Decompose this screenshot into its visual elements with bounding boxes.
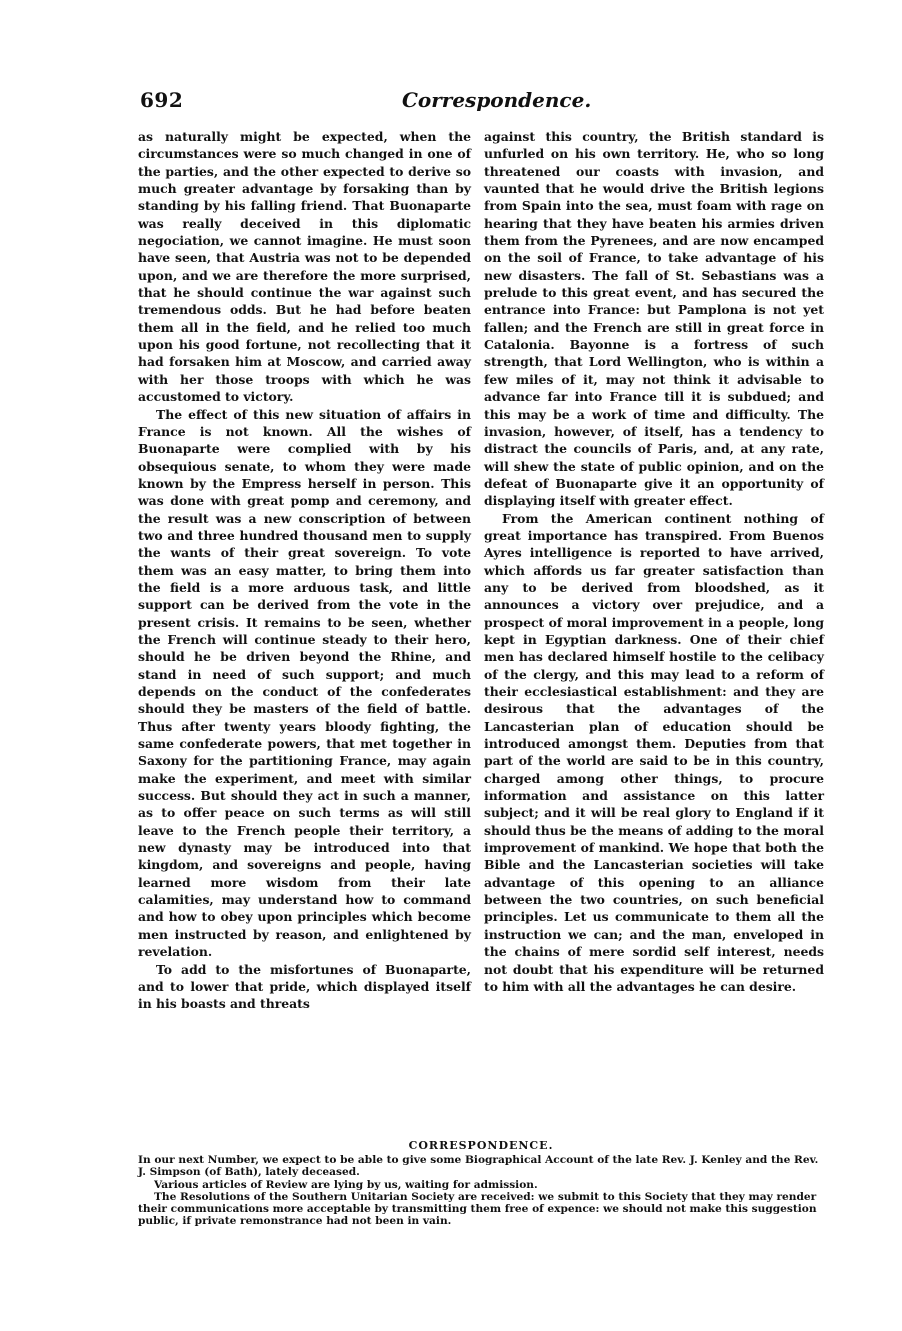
running-title: Correspondence. bbox=[402, 88, 592, 112]
correspondence-heading: CORRESPONDENCE. bbox=[408, 1139, 554, 1152]
left-paragraph-3: To add to the misfortunes of Buonaparte, and to lower that pride, which displayed itself in his boasts and threats bbox=[138, 961, 471, 1012]
correspondence-notice bbox=[138, 1140, 824, 1227]
left-paragraph-1: as naturally might be expected, when the circumstances were so much changed in one of the parties, and the other expected to derive so much greater advantage by forsaking than by standing by his falling friend. That Buonaparte was really deceived in this diplomatic negociation, we cannot imagine. He must soon have seen, that Austria was not to be depended upon, and we are therefore the more surprised, that he should continue the war against such tremendous odds. But he had before beaten them all in the field, and he relied too much upon his good fortune, not recollecting that it had forsaken him at Moscow, and carried away with her those troops with which he was accustomed to victory. bbox=[138, 129, 471, 405]
page-header bbox=[140, 88, 780, 118]
right-column bbox=[484, 128, 824, 995]
left-column bbox=[138, 128, 471, 1013]
notice-line-2: Various articles of Review are lying by us, waiting for admission. bbox=[154, 1178, 538, 1191]
right-paragraph-1: against this country, the British standard is unfurled on his own territory. He, who so long threatened our coasts with invasion, and vaunted that he would drive the British legions from Spain into the sea, must foam with rage on hearing that they have beaten his armies driven them from the Pyrenees, and are now encamped on the soil of France, to take advantage of his new disasters. The fall of St. Sebastians was a prelude to this great event, and has secured the entrance into France: but Pamplona is not yet fallen; and the French are still in great force in Catalonia. Bayonne is a fortress of such strength, that Lord Wellington, who is within a few miles of it, may not think it advisable to advance far into France till it is subdued; and this may be a work of time and difficulty. The invasion, however, of itself, has a tendency to distract the councils of Paris, and, at any rate, will shew the state of public opinion, and on the defeat of Buonaparte give it an opportunity of displaying itself with greater effect. bbox=[484, 129, 824, 509]
left-paragraph-2: The effect of this new situation of affairs in France is not known. All the wishes of Buonaparte were complied with by his obsequious senate, to whom they were made known by the Empress herself in person. This was done with great pomp and ceremony, and the result was a new conscription of between two and three hundred thousand men to supply the wants of their great sovereign. To vote them was an easy matter, to bring them into the field is a more arduous task, and little support can be derived from the vote in the present crisis. It remains to be seen, whether the French will continue steady to their hero, should he be driven beyond the Rhine, and stand in need of such support; and much depends on the conduct of the confederates should they be masters of the field of battle. Thus after twenty years bloody fighting, the same confederate powers, that met together in Saxony for the partitioning France, may again make the experiment, and meet with similar success. But should they act in such a manner, as to offer peace on such terms as will still leave to the French people their territory, a new dynasty may be introduced into that kingdom, and sovereigns and people, having learned more wisdom from their late calamities, may understand how to command and how to obey upon principles which become men instructed by reason, and enlightened by revelation. bbox=[138, 406, 471, 960]
notice-line-3: The Resolutions of the Southern Unitarian Society are received: we submit to this Society that they may render their communications more acceptable by transmitting them free of expence: we should not make this suggestion public, if private remonstrance had not been in vain. bbox=[138, 1190, 817, 1228]
notice-line-1: In our next Number, we expect to be able to give some Biographical Account of the late Rev. J. Kenley and the Rev. J. Simpson (of Bath), lately deceased. bbox=[138, 1154, 819, 1179]
page-number: 692 bbox=[140, 88, 184, 112]
right-paragraph-2: From the American continent nothing of great importance has transpired. From Buenos Ayres intelligence is reported to have arrived, which affords us far greater satisfaction than any to be derived from bloodshed, as it announces a victory over prejudice, and a prospect of moral improvement in a people, long kept in Egyptian darkness. One of their chief men has declared himself hostile to the celibacy of the clergy, and this may lead to a reform of their ecclesiastical establishment: and they are desirous that the advantages of the Lancasterian plan of education should be introduced amongst them. Deputies from that part of the world are said to be in this country, charged among other things, to procure information and assistance on this latter subject; and it will be real glory to England if it should thus be the means of adding to the moral improvement of mankind. We hope that both the Bible and the Lancasterian societies will take advantage of this opening to an alliance between the two countries, on such beneficial principles. Let us communicate to them all the instruction we can; and the man, enveloped in the chains of mere sordid self interest, needs not doubt that his expenditure will be returned to him with all the advantages he can desire. bbox=[484, 510, 824, 994]
